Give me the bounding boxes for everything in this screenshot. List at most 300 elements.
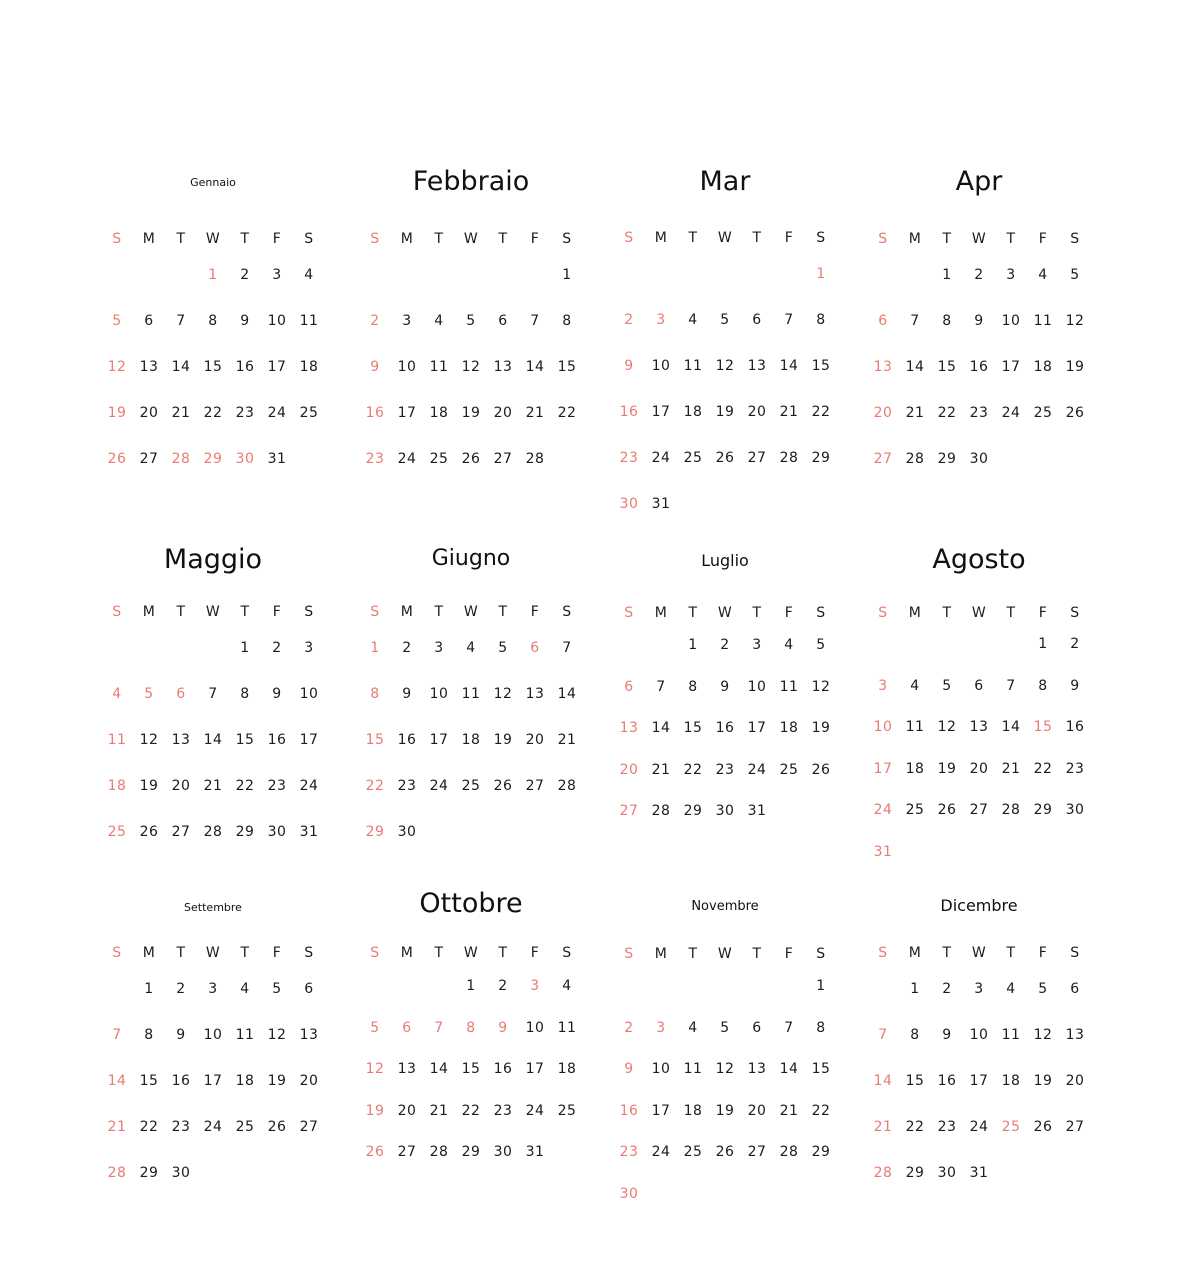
day-cell: 27 bbox=[525, 778, 545, 794]
day-cell: 5 bbox=[498, 640, 508, 656]
day-cell: 12 bbox=[715, 358, 735, 374]
day-cell: 18 bbox=[683, 404, 703, 420]
day-cell: 15 bbox=[557, 359, 577, 375]
week-row bbox=[867, 759, 1091, 779]
day-cell: 1 bbox=[144, 981, 154, 997]
empty-cell bbox=[773, 494, 805, 514]
empty-cell bbox=[101, 979, 133, 999]
day-cell: 21 bbox=[171, 405, 191, 421]
day-cell: 17 bbox=[873, 760, 893, 777]
day-cell: 9 bbox=[1070, 677, 1080, 694]
day-cell: 31 bbox=[525, 1144, 545, 1160]
day-cell: 31 bbox=[651, 496, 671, 512]
day-cell: 14 bbox=[651, 720, 671, 736]
week-row bbox=[101, 403, 325, 423]
weekday-header: T bbox=[1006, 231, 1016, 247]
day-cell: 8 bbox=[208, 313, 218, 329]
day-cell: 25 bbox=[683, 1144, 703, 1160]
week-row bbox=[867, 979, 1091, 999]
empty-cell bbox=[709, 976, 741, 996]
empty-cell bbox=[455, 265, 487, 285]
day-cell: 4 bbox=[240, 981, 250, 997]
day-cell: 29 bbox=[1033, 802, 1053, 818]
week-row bbox=[613, 448, 837, 468]
month-title: Settembre bbox=[184, 901, 242, 914]
empty-cell bbox=[995, 449, 1027, 469]
weekday-header-row bbox=[867, 603, 1091, 623]
weekday-header: F bbox=[530, 231, 540, 247]
weekday-header: S bbox=[1070, 605, 1080, 621]
day-cell: 17 bbox=[1001, 359, 1021, 375]
empty-cell bbox=[899, 634, 931, 654]
day-cell: 12 bbox=[715, 1061, 735, 1077]
day-cell: 5 bbox=[144, 686, 154, 702]
week-row bbox=[101, 776, 325, 796]
weekday-header: M bbox=[142, 231, 156, 247]
week-row bbox=[613, 264, 837, 284]
day-cell: 31 bbox=[969, 1165, 989, 1181]
day-cell: 28 bbox=[779, 450, 799, 466]
day-cell: 2 bbox=[942, 981, 952, 997]
weekday-header: S bbox=[304, 945, 314, 961]
day-cell: 29 bbox=[235, 824, 255, 840]
weekday-header: W bbox=[717, 946, 733, 962]
weekday-header: M bbox=[142, 945, 156, 961]
weekday-header: W bbox=[463, 231, 479, 247]
empty-cell bbox=[613, 635, 645, 655]
day-cell: 1 bbox=[910, 981, 920, 997]
weekday-header: T bbox=[434, 231, 444, 247]
weekday-header: T bbox=[942, 605, 952, 621]
day-cell: 1 bbox=[562, 267, 572, 283]
day-cell: 30 bbox=[1065, 802, 1085, 818]
week-row bbox=[867, 1163, 1091, 1183]
day-cell: 19 bbox=[365, 1102, 385, 1119]
day-cell: 8 bbox=[688, 678, 698, 695]
empty-cell bbox=[931, 842, 963, 862]
day-cell: 19 bbox=[493, 732, 513, 748]
day-cell: 19 bbox=[937, 760, 957, 777]
day-cell: 16 bbox=[365, 405, 385, 421]
day-cell: 20 bbox=[873, 405, 893, 421]
weekday-header: T bbox=[1006, 605, 1016, 621]
weekday-header: S bbox=[562, 945, 572, 961]
day-cell: 25 bbox=[299, 405, 319, 421]
empty-cell bbox=[773, 801, 805, 821]
day-cell: 10 bbox=[267, 313, 287, 329]
empty-cell bbox=[551, 1142, 583, 1162]
week-row bbox=[101, 822, 325, 842]
day-cell: 2 bbox=[498, 978, 508, 994]
day-cell: 4 bbox=[1006, 981, 1016, 997]
weekday-header: F bbox=[272, 231, 282, 247]
day-cell: 17 bbox=[525, 1061, 545, 1077]
day-cell: 12 bbox=[461, 359, 481, 375]
day-cell: 28 bbox=[905, 451, 925, 467]
empty-cell bbox=[709, 494, 741, 514]
weekday-header: T bbox=[176, 231, 186, 247]
week-row bbox=[613, 760, 837, 780]
day-cell: 10 bbox=[299, 686, 319, 702]
day-cell: 19 bbox=[461, 405, 481, 421]
day-cell: 8 bbox=[144, 1027, 154, 1043]
day-cell: 30 bbox=[619, 1185, 639, 1202]
weekday-header: W bbox=[205, 604, 221, 620]
day-cell: 10 bbox=[651, 1061, 671, 1077]
day-cell: 14 bbox=[557, 686, 577, 702]
day-cell: 5 bbox=[112, 313, 122, 329]
day-cell: 3 bbox=[974, 981, 984, 997]
weekday-header: S bbox=[562, 604, 572, 620]
day-cell: 27 bbox=[619, 803, 639, 819]
day-cell: 13 bbox=[747, 358, 767, 374]
weekday-header: M bbox=[908, 605, 922, 621]
day-cell: 7 bbox=[910, 313, 920, 329]
day-cell: 26 bbox=[493, 778, 513, 794]
day-cell: 14 bbox=[525, 359, 545, 375]
day-cell: 7 bbox=[784, 312, 794, 328]
weekday-header: S bbox=[1070, 231, 1080, 247]
day-cell: 27 bbox=[299, 1119, 319, 1135]
empty-cell bbox=[423, 976, 455, 996]
empty-cell bbox=[741, 494, 773, 514]
weekday-header: T bbox=[752, 230, 762, 246]
weekday-header: S bbox=[878, 605, 888, 621]
day-cell: 12 bbox=[267, 1027, 287, 1043]
day-cell: 22 bbox=[203, 405, 223, 421]
weekday-header-row bbox=[101, 943, 325, 963]
day-cell: 9 bbox=[370, 359, 380, 375]
day-cell: 3 bbox=[304, 640, 314, 656]
day-cell: 24 bbox=[525, 1102, 545, 1119]
day-cell: 14 bbox=[203, 732, 223, 748]
day-cell: 6 bbox=[176, 686, 186, 702]
empty-cell bbox=[773, 1184, 805, 1204]
day-cell: 20 bbox=[171, 778, 191, 794]
weekday-header-row bbox=[101, 229, 325, 249]
day-cell: 21 bbox=[651, 761, 671, 778]
weekday-header: T bbox=[240, 945, 250, 961]
week-row bbox=[101, 979, 325, 999]
empty-cell bbox=[773, 976, 805, 996]
week-row bbox=[359, 403, 583, 423]
day-cell: 10 bbox=[651, 358, 671, 374]
day-cell: 10 bbox=[747, 678, 767, 695]
week-row bbox=[359, 822, 583, 842]
empty-cell bbox=[1027, 1163, 1059, 1183]
day-cell: 27 bbox=[969, 802, 989, 818]
day-cell: 9 bbox=[720, 678, 730, 695]
day-cell: 1 bbox=[688, 637, 698, 653]
day-cell: 30 bbox=[235, 451, 255, 467]
weekday-header: T bbox=[498, 604, 508, 620]
day-cell: 29 bbox=[811, 450, 831, 466]
day-cell: 1 bbox=[240, 640, 250, 656]
weekday-header: S bbox=[304, 604, 314, 620]
day-cell: 19 bbox=[139, 778, 159, 794]
day-cell: 7 bbox=[656, 678, 666, 695]
weekday-header: F bbox=[530, 604, 540, 620]
week-row bbox=[101, 684, 325, 704]
day-cell: 14 bbox=[873, 1073, 893, 1089]
weekday-header: S bbox=[1070, 945, 1080, 961]
weekday-header: T bbox=[240, 604, 250, 620]
empty-cell bbox=[1027, 842, 1059, 862]
day-cell: 6 bbox=[624, 678, 634, 695]
day-cell: 15 bbox=[235, 732, 255, 748]
weekday-header: W bbox=[971, 945, 987, 961]
day-cell: 15 bbox=[461, 1061, 481, 1077]
weekday-header-row bbox=[867, 229, 1091, 249]
day-cell: 16 bbox=[969, 359, 989, 375]
day-cell: 9 bbox=[176, 1027, 186, 1043]
day-cell: 24 bbox=[747, 761, 767, 778]
day-cell: 23 bbox=[235, 405, 255, 421]
empty-cell bbox=[741, 976, 773, 996]
day-cell: 28 bbox=[429, 1144, 449, 1160]
day-cell: 23 bbox=[493, 1102, 513, 1119]
week-row bbox=[613, 1184, 837, 1204]
month-title: Novembre bbox=[691, 899, 759, 914]
week-row bbox=[867, 1071, 1091, 1091]
day-cell: 25 bbox=[429, 451, 449, 467]
week-row bbox=[613, 310, 837, 330]
empty-cell bbox=[551, 822, 583, 842]
empty-cell bbox=[551, 449, 583, 469]
day-cell: 27 bbox=[873, 451, 893, 467]
day-cell: 10 bbox=[397, 359, 417, 375]
day-cell: 5 bbox=[466, 313, 476, 329]
day-cell: 5 bbox=[720, 312, 730, 328]
day-cell: 24 bbox=[203, 1119, 223, 1135]
day-cell: 18 bbox=[557, 1061, 577, 1077]
day-cell: 1 bbox=[1038, 636, 1048, 652]
day-cell: 25 bbox=[1001, 1119, 1021, 1135]
day-cell: 13 bbox=[969, 719, 989, 735]
empty-cell bbox=[645, 264, 677, 284]
day-cell: 14 bbox=[779, 358, 799, 374]
empty-cell bbox=[423, 265, 455, 285]
day-cell: 23 bbox=[937, 1119, 957, 1135]
week-row bbox=[359, 730, 583, 750]
day-cell: 15 bbox=[811, 1061, 831, 1077]
weekday-header: T bbox=[752, 946, 762, 962]
day-cell: 29 bbox=[461, 1144, 481, 1160]
week-row bbox=[359, 311, 583, 331]
day-cell: 4 bbox=[304, 267, 314, 283]
week-row bbox=[613, 976, 837, 996]
day-cell: 6 bbox=[878, 313, 888, 329]
weekday-header: T bbox=[434, 945, 444, 961]
day-cell: 9 bbox=[624, 358, 634, 374]
day-cell: 26 bbox=[811, 761, 831, 778]
day-cell: 21 bbox=[429, 1102, 449, 1119]
day-cell: 31 bbox=[267, 451, 287, 467]
empty-cell bbox=[963, 842, 995, 862]
empty-cell bbox=[519, 822, 551, 842]
day-cell: 11 bbox=[905, 719, 925, 735]
month-title: Mar bbox=[699, 166, 751, 197]
day-cell: 3 bbox=[530, 978, 540, 994]
week-row bbox=[359, 1142, 583, 1162]
day-cell: 17 bbox=[299, 732, 319, 748]
day-cell: 11 bbox=[683, 1061, 703, 1077]
day-cell: 3 bbox=[402, 313, 412, 329]
day-cell: 18 bbox=[461, 732, 481, 748]
day-cell: 22 bbox=[365, 778, 385, 794]
day-cell: 20 bbox=[619, 761, 639, 778]
week-row bbox=[359, 638, 583, 658]
day-cell: 9 bbox=[498, 1019, 508, 1036]
month-title: Luglio bbox=[701, 551, 749, 570]
empty-cell bbox=[995, 1163, 1027, 1183]
day-cell: 16 bbox=[171, 1073, 191, 1089]
day-cell: 21 bbox=[557, 732, 577, 748]
day-cell: 28 bbox=[171, 451, 191, 467]
week-row bbox=[613, 402, 837, 422]
week-row bbox=[613, 356, 837, 376]
day-cell: 17 bbox=[651, 404, 671, 420]
day-cell: 17 bbox=[397, 405, 417, 421]
day-cell: 27 bbox=[747, 1144, 767, 1160]
day-cell: 22 bbox=[1033, 760, 1053, 777]
week-row bbox=[101, 1117, 325, 1137]
empty-cell bbox=[1027, 449, 1059, 469]
day-cell: 12 bbox=[811, 678, 831, 695]
day-cell: 8 bbox=[942, 313, 952, 329]
week-row bbox=[867, 357, 1091, 377]
day-cell: 12 bbox=[1065, 313, 1085, 329]
weekday-header-row bbox=[867, 943, 1091, 963]
weekday-header: S bbox=[878, 231, 888, 247]
day-cell: 14 bbox=[905, 359, 925, 375]
day-cell: 4 bbox=[784, 637, 794, 653]
empty-cell bbox=[133, 638, 165, 658]
day-cell: 23 bbox=[1065, 760, 1085, 777]
day-cell: 7 bbox=[1006, 677, 1016, 694]
day-cell: 2 bbox=[974, 267, 984, 283]
day-cell: 4 bbox=[562, 978, 572, 994]
day-cell: 1 bbox=[816, 978, 826, 994]
weekday-header: T bbox=[240, 231, 250, 247]
day-cell: 25 bbox=[683, 450, 703, 466]
day-cell: 7 bbox=[176, 313, 186, 329]
day-cell: 15 bbox=[937, 359, 957, 375]
weekday-header: S bbox=[112, 945, 122, 961]
day-cell: 21 bbox=[905, 405, 925, 421]
week-row bbox=[359, 976, 583, 996]
day-cell: 25 bbox=[557, 1102, 577, 1119]
day-cell: 15 bbox=[905, 1073, 925, 1089]
day-cell: 27 bbox=[139, 451, 159, 467]
day-cell: 2 bbox=[720, 637, 730, 653]
month-title: Febbraio bbox=[412, 166, 530, 197]
day-cell: 30 bbox=[171, 1165, 191, 1181]
day-cell: 23 bbox=[267, 778, 287, 794]
week-row bbox=[867, 265, 1091, 285]
day-cell: 26 bbox=[365, 1144, 385, 1160]
day-cell: 18 bbox=[235, 1073, 255, 1089]
weekday-header: S bbox=[878, 945, 888, 961]
day-cell: 23 bbox=[365, 451, 385, 467]
day-cell: 11 bbox=[107, 732, 127, 748]
day-cell: 8 bbox=[562, 313, 572, 329]
day-cell: 19 bbox=[1065, 359, 1085, 375]
day-cell: 23 bbox=[397, 778, 417, 794]
day-cell: 4 bbox=[910, 677, 920, 694]
day-cell: 6 bbox=[974, 677, 984, 694]
weekday-header: W bbox=[205, 945, 221, 961]
day-cell: 5 bbox=[720, 1019, 730, 1036]
day-cell: 6 bbox=[530, 640, 540, 656]
day-cell: 15 bbox=[1033, 719, 1053, 735]
day-cell: 30 bbox=[397, 824, 417, 840]
day-cell: 8 bbox=[816, 312, 826, 328]
empty-cell bbox=[677, 1184, 709, 1204]
day-cell: 22 bbox=[461, 1102, 481, 1119]
weekday-header: T bbox=[498, 945, 508, 961]
day-cell: 21 bbox=[525, 405, 545, 421]
weekday-header: T bbox=[1006, 945, 1016, 961]
day-cell: 20 bbox=[397, 1102, 417, 1119]
weekday-header-row bbox=[613, 944, 837, 964]
week-row bbox=[359, 1018, 583, 1038]
weekday-header: S bbox=[370, 604, 380, 620]
day-cell: 14 bbox=[107, 1073, 127, 1089]
day-cell: 5 bbox=[816, 637, 826, 653]
week-row bbox=[613, 494, 837, 514]
day-cell: 13 bbox=[619, 720, 639, 736]
day-cell: 15 bbox=[203, 359, 223, 375]
day-cell: 5 bbox=[1038, 981, 1048, 997]
weekday-header-row bbox=[359, 229, 583, 249]
day-cell: 12 bbox=[1033, 1027, 1053, 1043]
day-cell: 19 bbox=[107, 405, 127, 421]
day-cell: 9 bbox=[942, 1027, 952, 1043]
day-cell: 7 bbox=[530, 313, 540, 329]
day-cell: 13 bbox=[1065, 1027, 1085, 1043]
day-cell: 29 bbox=[365, 824, 385, 840]
day-cell: 1 bbox=[466, 978, 476, 994]
empty-cell bbox=[519, 265, 551, 285]
day-cell: 7 bbox=[878, 1027, 888, 1043]
day-cell: 6 bbox=[304, 981, 314, 997]
day-cell: 3 bbox=[272, 267, 282, 283]
day-cell: 9 bbox=[240, 313, 250, 329]
day-cell: 18 bbox=[1001, 1073, 1021, 1089]
day-cell: 26 bbox=[267, 1119, 287, 1135]
day-cell: 19 bbox=[715, 404, 735, 420]
day-cell: 4 bbox=[688, 312, 698, 328]
day-cell: 30 bbox=[619, 496, 639, 512]
week-row bbox=[867, 634, 1091, 654]
day-cell: 20 bbox=[1065, 1073, 1085, 1089]
day-cell: 17 bbox=[429, 732, 449, 748]
weekday-header: S bbox=[370, 945, 380, 961]
day-cell: 16 bbox=[1065, 719, 1085, 735]
day-cell: 8 bbox=[1038, 677, 1048, 694]
day-cell: 17 bbox=[651, 1102, 671, 1119]
empty-cell bbox=[867, 634, 899, 654]
day-cell: 9 bbox=[974, 313, 984, 329]
week-row bbox=[101, 730, 325, 750]
day-cell: 26 bbox=[715, 450, 735, 466]
day-cell: 22 bbox=[139, 1119, 159, 1135]
week-row bbox=[101, 357, 325, 377]
day-cell: 10 bbox=[1001, 313, 1021, 329]
day-cell: 30 bbox=[937, 1165, 957, 1181]
day-cell: 12 bbox=[493, 686, 513, 702]
